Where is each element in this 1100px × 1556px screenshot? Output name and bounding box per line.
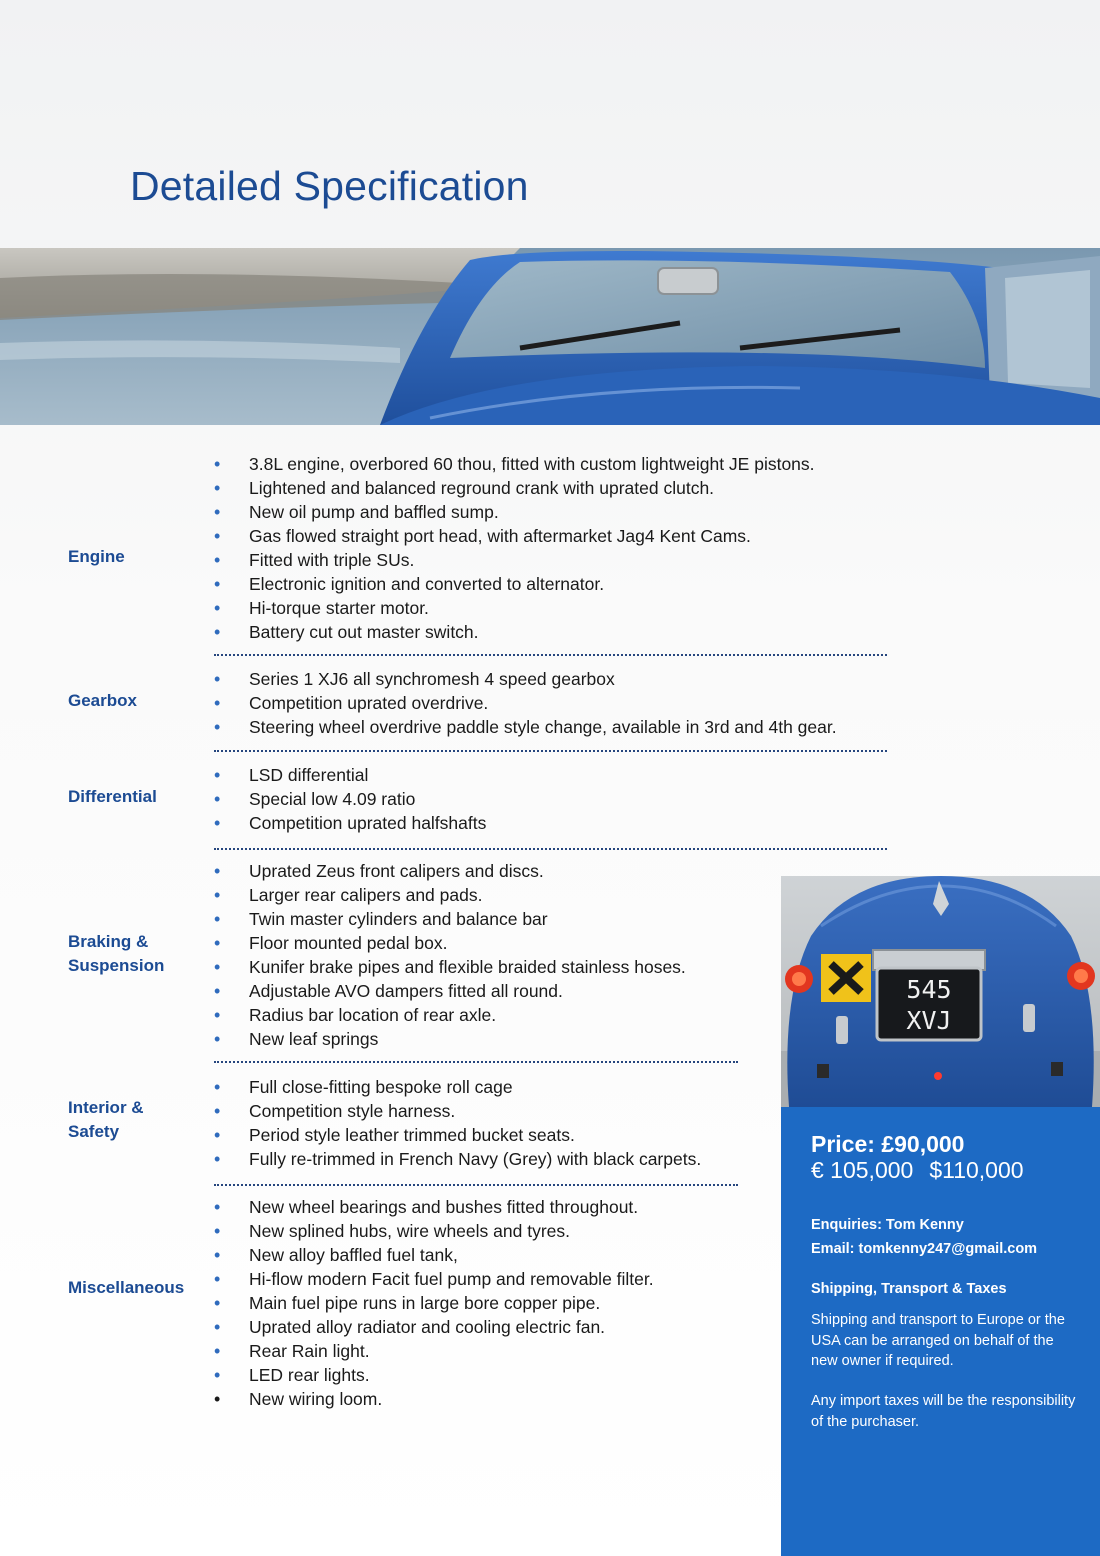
shipping-text: Shipping and transport to Europe or the USA can be arranged on behalf of the new owner if required. xyxy=(811,1312,1065,1369)
spec-list-interior-safety xyxy=(214,1075,701,1171)
list-item: • Fully re-trimmed in French Navy (Grey) with black carpets. xyxy=(214,1147,701,1171)
list-item: • Full close-fitting bespoke roll cage xyxy=(214,1075,701,1099)
price-usd: $110,000 xyxy=(929,1157,1024,1183)
list-item: • New wiring loom. xyxy=(214,1387,654,1411)
list-item: • New oil pump and baffled sump. xyxy=(214,500,815,524)
spec-label-braking-suspension: Braking & Suspension xyxy=(68,932,165,975)
list-item: • Series 1 XJ6 all synchromesh 4 speed gearbox xyxy=(214,667,837,691)
list-item: • 3.8L engine, overbored 60 thou, fitted with custom lightweight JE pistons. xyxy=(214,452,815,476)
section-divider xyxy=(214,750,887,752)
contact-email: Email: tomkenny247@gmail.com xyxy=(811,1241,1038,1257)
list-item: • Radius bar location of rear axle. xyxy=(214,1003,686,1027)
plate-line-2: XVJ xyxy=(906,1006,952,1035)
import-taxes-text: Any import taxes will be the responsibility of the purchaser. xyxy=(811,1393,1076,1430)
list-item: • Uprated Zeus front calipers and discs. xyxy=(214,859,686,883)
list-item: • New alloy baffled fuel tank, xyxy=(214,1243,654,1267)
price-eur: € 105,000 xyxy=(811,1157,914,1183)
spec-label-interior-safety: Interior & Safety xyxy=(68,1098,144,1141)
spec-label-gearbox: Gearbox xyxy=(68,691,137,710)
list-item: • Twin master cylinders and balance bar xyxy=(214,907,686,931)
list-item: • Electronic ignition and converted to alternator. xyxy=(214,572,815,596)
car-windscreen-banner-image xyxy=(0,248,1100,425)
list-item: • Floor mounted pedal box. xyxy=(214,931,686,955)
spec-label-differential: Differential xyxy=(68,787,157,806)
list-item: • Special low 4.09 ratio xyxy=(214,787,486,811)
list-item: • Hi-flow modern Facit fuel pump and removable filter. xyxy=(214,1267,654,1291)
list-item: • Period style leather trimmed bucket seats. xyxy=(214,1123,701,1147)
list-item: • Gas flowed straight port head, with aftermarket Jag4 Kent Cams. xyxy=(214,524,815,548)
list-item: • Larger rear calipers and pads. xyxy=(214,883,686,907)
spec-list-miscellaneous xyxy=(214,1195,654,1411)
spec-label-miscellaneous: Miscellaneous xyxy=(68,1278,185,1297)
list-item: • Steering wheel overdrive paddle style change, available in 3rd and 4th gear. xyxy=(214,715,837,739)
list-item: • LSD differential xyxy=(214,763,486,787)
shipping-heading: Shipping, Transport & Taxes xyxy=(811,1281,1007,1297)
enquiries-name: Enquiries: Tom Kenny xyxy=(811,1217,964,1233)
contact-details xyxy=(811,1213,1037,1261)
car-rear-photo xyxy=(781,876,1100,1107)
list-item: • New leaf springs xyxy=(214,1027,686,1051)
list-item: • Lightened and balanced reground crank with uprated clutch. xyxy=(214,476,815,500)
spec-list-engine xyxy=(214,452,815,644)
list-item: • Competition uprated halfshafts xyxy=(214,811,486,835)
price-info-panel xyxy=(781,1107,1100,1556)
list-item: • New wheel bearings and bushes fitted throughout. xyxy=(214,1195,654,1219)
list-item: • Rear Rain light. xyxy=(214,1339,654,1363)
plate-line-1: 545 xyxy=(906,975,952,1004)
section-divider xyxy=(214,1184,738,1186)
section-divider xyxy=(214,848,887,850)
spec-list-braking-suspension xyxy=(214,859,686,1051)
list-item: • Fitted with triple SUs. xyxy=(214,548,815,572)
list-item: • Uprated alloy radiator and cooling electric fan. xyxy=(214,1315,654,1339)
price-alternate-currencies xyxy=(811,1157,1024,1184)
list-item: • Main fuel pipe runs in large bore copper pipe. xyxy=(214,1291,654,1315)
spec-label-engine: Engine xyxy=(68,547,125,566)
section-divider xyxy=(214,1061,738,1063)
spec-list-differential xyxy=(214,763,486,835)
price-gbp: Price: £90,000 xyxy=(811,1131,965,1157)
list-item: • Adjustable AVO dampers fitted all round. xyxy=(214,979,686,1003)
list-item: • Hi-torque starter motor. xyxy=(214,596,815,620)
list-item: • Competition style harness. xyxy=(214,1099,701,1123)
spec-list-gearbox xyxy=(214,667,837,739)
list-item: • Kunifer brake pipes and flexible braided stainless hoses. xyxy=(214,955,686,979)
page-title: Detailed Specification xyxy=(130,163,529,209)
list-item: • Competition uprated overdrive. xyxy=(214,691,837,715)
list-item: • LED rear lights. xyxy=(214,1363,654,1387)
list-item: • New splined hubs, wire wheels and tyres. xyxy=(214,1219,654,1243)
section-divider xyxy=(214,654,887,656)
list-item: • Battery cut out master switch. xyxy=(214,620,815,644)
